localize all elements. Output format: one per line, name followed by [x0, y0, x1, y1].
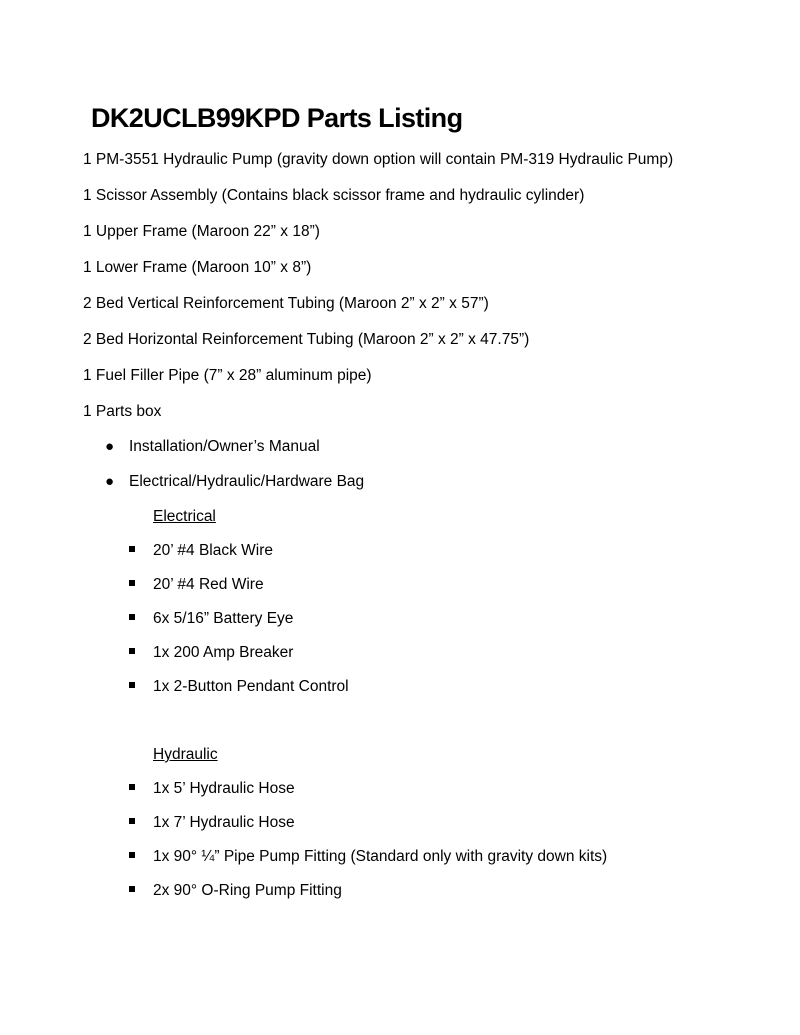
hydraulic-item: 1x 90° ¼” Pipe Pump Fitting (Standard only with gravity down kits) [153, 848, 608, 865]
electrical-item: 1x 2-Button Pendant Control [153, 678, 349, 695]
list-item [129, 881, 342, 901]
parts-line-vertical-tubing: 2 Bed Vertical Reinforcement Tubing (Maroon 2” x 2” x 57”) [83, 295, 489, 312]
parts-line-parts-box: 1 Parts box [83, 403, 162, 420]
parts-line-upper-frame: 1 Upper Frame (Maroon 22” x 18”) [83, 223, 320, 240]
square-bullet-icon [129, 852, 135, 858]
hydraulic-heading: Hydraulic [153, 746, 218, 763]
electrical-heading: Electrical [153, 508, 216, 525]
list-item [129, 847, 607, 867]
hydraulic-item: 1x 5’ Hydraulic Hose [153, 780, 295, 797]
square-bullet-icon [129, 682, 135, 688]
electrical-item: 20’ #4 Black Wire [153, 542, 274, 559]
square-bullet-icon [129, 614, 135, 620]
box-item-manual: Installation/Owner’s Manual [129, 438, 320, 455]
list-item [129, 643, 293, 663]
parts-line-scissor: 1 Scissor Assembly (Contains black scissor frame and hydraulic cylinder) [83, 187, 585, 204]
hydraulic-item: 2x 90° O-Ring Pump Fitting [153, 882, 342, 899]
square-bullet-icon [129, 648, 135, 654]
list-item [129, 575, 264, 595]
list-item [129, 813, 295, 833]
list-item [129, 541, 273, 561]
list-item [129, 779, 295, 799]
square-bullet-icon [129, 886, 135, 892]
list-item [129, 609, 293, 629]
parts-line-lower-frame: 1 Lower Frame (Maroon 10” x 8”) [83, 259, 312, 276]
list-item [105, 437, 320, 457]
square-bullet-icon [129, 546, 135, 552]
list-item [105, 472, 364, 492]
square-bullet-icon [129, 580, 135, 586]
list-item [129, 677, 349, 697]
square-bullet-icon [129, 784, 135, 790]
square-bullet-icon [129, 818, 135, 824]
parts-line-pump: 1 PM-3551 Hydraulic Pump (gravity down option will contain PM-319 Hydraulic Pump) [83, 151, 674, 168]
parts-line-horizontal-tubing: 2 Bed Horizontal Reinforcement Tubing (Maroon 2” x 2” x 47.75”) [83, 331, 530, 348]
electrical-item: 6x 5/16” Battery Eye [153, 610, 294, 627]
electrical-item: 1x 200 Amp Breaker [153, 644, 294, 661]
electrical-item: 20’ #4 Red Wire [153, 576, 264, 593]
bullet-icon: ● [105, 473, 115, 490]
bullet-icon: ● [105, 438, 115, 455]
page-title: DK2UCLB99KPD Parts Listing [91, 103, 463, 133]
box-item-bag: Electrical/Hydraulic/Hardware Bag [129, 473, 365, 490]
parts-line-fuel-filler: 1 Fuel Filler Pipe (7” x 28” aluminum pipe) [83, 367, 372, 384]
hydraulic-item: 1x 7’ Hydraulic Hose [153, 814, 295, 831]
